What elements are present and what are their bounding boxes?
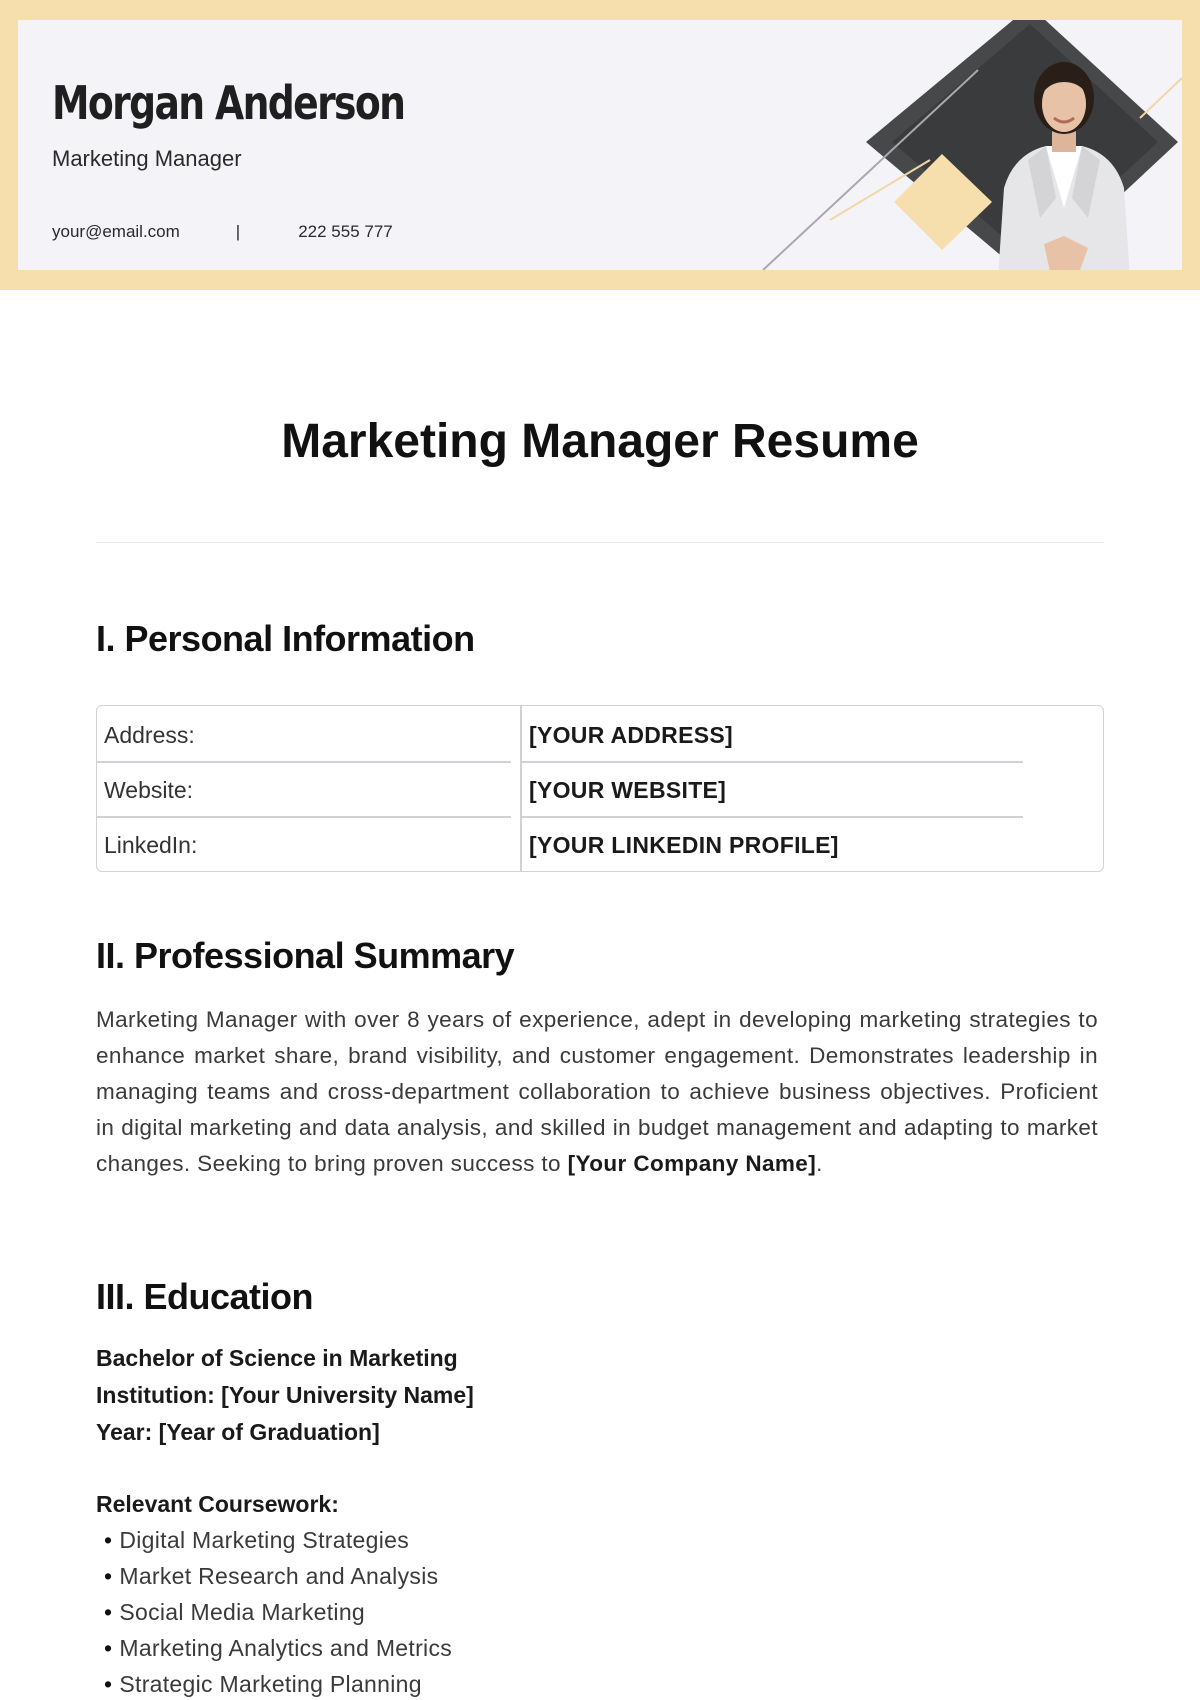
summary-text: Marketing Manager with over 8 years of experience, adept in developing marketing strategies to enhance market share, brand visibility, and customer engagement. Demonstrates leadership in managing teams and cross-department collaboration to achieve business objectives. Proficient in digital marketing and data analysis, and skilled in budget management and adapting to market changes. Seeking to bring proven success to bbox=[96, 1007, 1098, 1176]
list-item: • Strategic Marketing Planning bbox=[104, 1666, 452, 1700]
website-label: Website: bbox=[104, 777, 194, 803]
table-row-website bbox=[97, 761, 1103, 816]
list-item: • Marketing Analytics and Metrics bbox=[104, 1630, 452, 1666]
email-text[interactable]: your@email.com bbox=[52, 222, 180, 241]
header-card bbox=[18, 20, 1182, 270]
graduation-year-text: Year: [Year of Graduation] bbox=[96, 1419, 380, 1445]
address-value: [YOUR ADDRESS] bbox=[529, 722, 733, 748]
candidate-role: Marketing Manager bbox=[52, 146, 242, 171]
table-row-address bbox=[97, 706, 1103, 761]
degree-text: Bachelor of Science in Marketing bbox=[96, 1345, 458, 1371]
list-item: • Digital Marketing Strategies bbox=[104, 1522, 452, 1558]
linkedin-label: LinkedIn: bbox=[104, 832, 198, 858]
profile-photo bbox=[984, 48, 1144, 270]
linkedin-value: [YOUR LINKEDIN PROFILE] bbox=[529, 832, 839, 858]
institution-text: Institution: [Your University Name] bbox=[96, 1382, 474, 1408]
title-divider bbox=[96, 542, 1104, 543]
contact-separator: | bbox=[235, 222, 241, 241]
phone-text[interactable]: 222 555 777 bbox=[298, 222, 393, 241]
tan-corner-line bbox=[1140, 78, 1182, 118]
candidate-name: Morgan Anderson bbox=[52, 76, 405, 130]
personal-info-table bbox=[96, 705, 1104, 872]
personal-info-heading: I. Personal Information bbox=[96, 618, 475, 659]
coursework-list bbox=[104, 1522, 452, 1700]
address-label: Address: bbox=[104, 722, 195, 748]
summary-paragraph bbox=[96, 1002, 1098, 1182]
table-row-linkedin bbox=[97, 816, 1103, 871]
summary-period: . bbox=[816, 1151, 823, 1176]
coursework-label: Relevant Coursework: bbox=[96, 1491, 339, 1517]
header-banner bbox=[0, 0, 1200, 290]
list-item: • Market Research and Analysis bbox=[104, 1558, 452, 1594]
person-photo-icon bbox=[984, 48, 1144, 270]
summary-company-placeholder: [Your Company Name] bbox=[567, 1151, 817, 1176]
document-title: Marketing Manager Resume bbox=[281, 415, 919, 468]
education-heading: III. Education bbox=[96, 1276, 314, 1317]
website-value: [YOUR WEBSITE] bbox=[529, 777, 727, 803]
list-item: • Social Media Marketing bbox=[104, 1594, 452, 1630]
summary-heading: II. Professional Summary bbox=[96, 935, 515, 976]
